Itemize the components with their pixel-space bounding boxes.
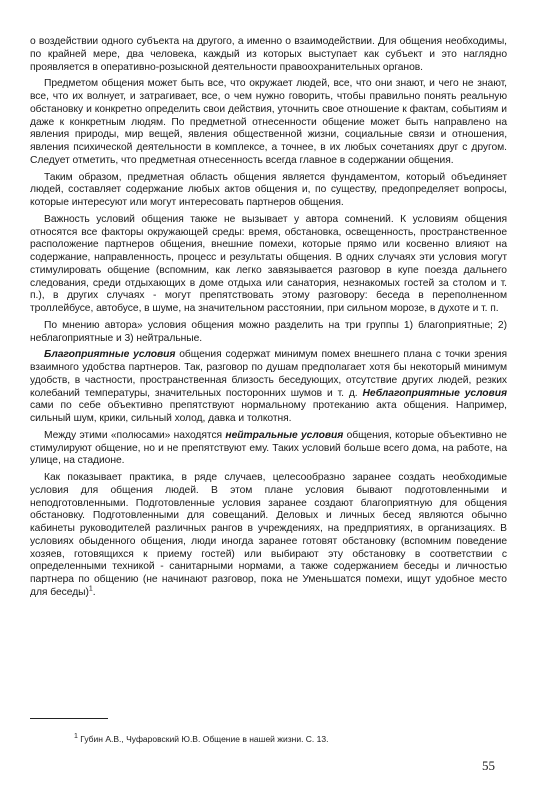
- paragraph-text: Предметом общения может быть все, что окружает людей, все, что они знают, и чего не знают, все, что их волнует, и затрагивает, все, о чем нужно говорить, чтобы правильно понять реальную обстановку и конкретно определить свои действия, уточнить свое отношение к фактам, событиям и даже к конкретным людям. По предметной отнесенности общение может быть направлено на явления природы, мир вещей, явления общественной жизни, социальные связи и отношения, явления психической деятельности в комплексе, а точнее, в их любых сочетаниях друг с другом. Следует отметить, что предметная отнесенность всегда главное в содержании общения.: [30, 78, 507, 166]
- paragraph-text: Таким образом, предметная область общения является фундаментом, который объединяет людей, составляет содержание любых актов общения и, по существу, предопределяет вопросы, которые интересуют или могут интересовать партнеров общения.: [30, 171, 507, 208]
- paragraph-text: Как показывает практика, в ряде случаев, целесообразно заранее создать необходимые условия для общения людей. В этом плане условия бывают подготовленными и неподготовленными. Подготовленные условия заранее создают благоприятную для общения обстановку. Подготовленными для совещаний. Деловых и личных бесед являются обычно кабинеты руководителей различных рангов в учреждениях, на предприятиях, в организациях. В условиях обыденного общения, люди иногда заранее готовят обстановку (вспомним поведение хозяев, готовящихся к приему гостей) или выбирают эту обстановку в соответствии с определенными техникой - санитарными нормами, а также содержанием беседы и личностью партнера по общению (не начинают разговор, пока не Уменьшатся помехи, ищут удобное место для беседы): [30, 472, 507, 598]
- emphasized-term: нейтральные условия: [225, 429, 344, 441]
- paragraph: [30, 320, 507, 346]
- paragraph: [30, 472, 507, 600]
- footnote-reference: 1: [88, 585, 93, 593]
- footnote-divider: [30, 718, 108, 719]
- paragraph: [30, 430, 507, 468]
- paragraph-text: общения содержат минимум помех внешнего плана с точки зрения взаимного удобства партнеров. Так, разговор по душам предполагает хотя бы некоторый минимум удобств, в частности, пространственная близость беседующих, отсутствие других людей, резких колебаний температуры, значительных посторонних шумов и т. д.: [30, 349, 507, 399]
- paragraph: [30, 214, 507, 316]
- page-body: [30, 36, 507, 604]
- paragraph-text: По мнению автора» условия общения можно разделить на три группы 1) благоприятные; 2) неблагоприятные и 3) нейтральные.: [30, 319, 507, 344]
- paragraph-text: .: [92, 586, 96, 598]
- paragraph: [30, 36, 507, 74]
- paragraph: [30, 78, 507, 167]
- paragraph: [30, 349, 507, 426]
- paragraph-text: о воздействии одного субъекта на другого, а именно о взаимодействии. Для общения необходимы, по крайней мере, два человека, каждый из которых выступает как субъект и это наглядно проявляется в оперативно-розыскной деятельности правоохранительных органов.: [30, 36, 507, 73]
- paragraph: [30, 172, 507, 210]
- footnote-marker: 1: [74, 733, 78, 741]
- footnote: [74, 734, 504, 745]
- paragraph-text: Важность условий общения также не вызывает у автора сомнений. К условиям общения относятся все факторы окружающей среды: время, обстановка, освещенность, пространственное расположение партнеров общения, внешние помехи, которые прямо или косвенно влияют на содержание, направленность, процесс и результаты общения. В одних случаях эти условия могут стимулировать общение (вспомним, как легко завязывается разговор в купе поезда дальнего следования, среди отдыхающих в доме отдыха или санатория, незнакомых гостей за столом и т. п.), в других случаях - могут препятствовать этому разговору: беседа в переполненном троллейбусе, автобусе, в шуме, на значительном расстоянии, при сильном морозе, в духоте и т. п.: [30, 213, 507, 314]
- emphasized-term: Неблагоприятные условия: [362, 387, 507, 399]
- page-number: 55: [482, 758, 495, 773]
- paragraph-text: сами по себе объективно препятствуют нормальному протеканию акта общения. Например, сильный шум, крики, сильный холод, давка и толкотня.: [30, 400, 507, 424]
- footnote-text: Губин А.В., Чуфаровский Ю.В. Общение в нашей жизни. С. 13.: [80, 734, 329, 744]
- paragraph-text: общения, которые объективно не стимулируют общение, но и не препятствуют ему. Таких условий больше всего дома, на работе, на улице, на стадионе.: [30, 429, 507, 467]
- emphasized-term: Благоприятные условия: [44, 349, 176, 361]
- paragraph-text: Между этими «полюсами» находятся: [44, 429, 226, 441]
